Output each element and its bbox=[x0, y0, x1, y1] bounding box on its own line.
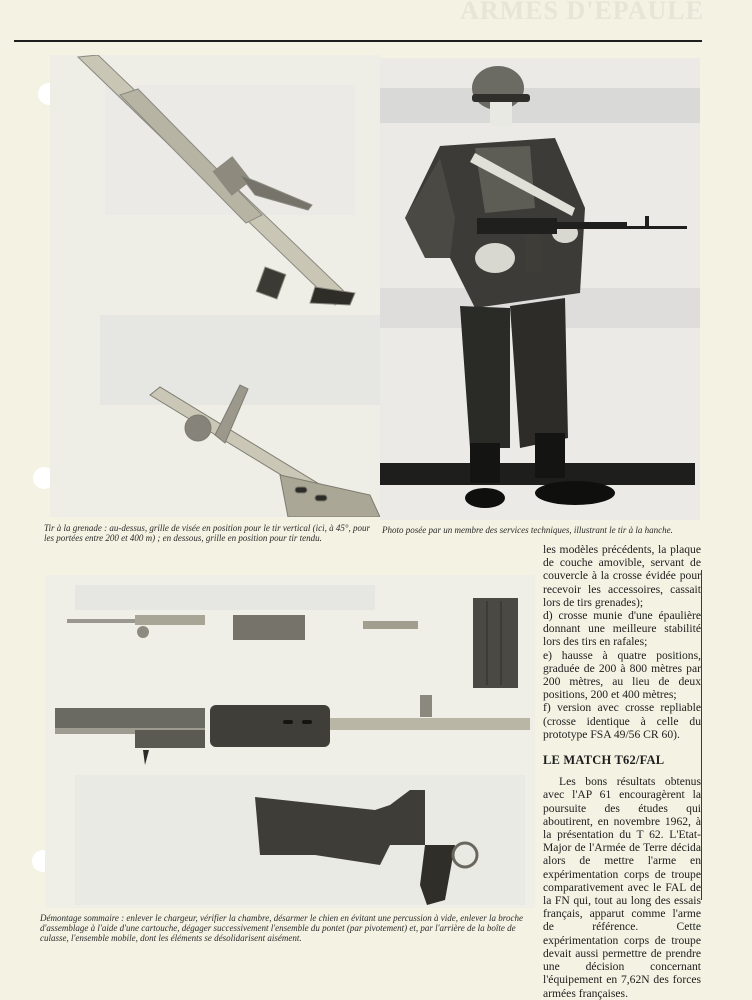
photo-grenade-sight bbox=[50, 55, 380, 517]
magazine-part bbox=[473, 598, 518, 688]
bolt-carrier-part bbox=[233, 615, 305, 640]
caption-grenade: Tir à la grenade : au-dessus, grille de visée en position pour le tir vertical (ici, à 45°, pour les portées entre 200 et 400 m) ; en dessous, grille en position pour tir tendu. bbox=[44, 523, 370, 543]
photo-disassembly bbox=[45, 575, 535, 908]
disassembly-illustration bbox=[45, 575, 535, 908]
caption-soldier: Photo posée par un membre des services techniques, illustrant le tir à la hanche. bbox=[382, 525, 673, 535]
list-item: d) crosse munie d'une épaulière donnant une meilleure stabilité lors des tirs en rafales; bbox=[543, 609, 701, 649]
caption-disassembly: Démontage sommaire : enlever le chargeur, vérifier la chambre, désarmer le chien en évitant une percussion à vide, enlever la broche d'assemblage à l'aide d'une cartouche, dégager successivement l'ensemble du pontet (par pivotement) et, par l'arrière de la boîte de culasse, l'ensemble mobile, dont les éléments se désolidarisent aisément. bbox=[40, 913, 523, 943]
grenade-sight-illustration bbox=[50, 55, 380, 517]
article-continuation: les modèles précédents, la plaque de couche amovible, servant de couvercle à la crosse évidée pour recevoir les accessoires, cassait lors de tirs grenades); bbox=[543, 543, 701, 609]
bolt-part bbox=[363, 621, 418, 629]
list-item: e) hausse à quatre positions, graduée de 200 à 800 mètres par 200 mètres, au lieu de deux positions, 200 et 400 mètres; bbox=[543, 648, 701, 702]
header-rule bbox=[14, 40, 702, 42]
running-head: ARMES D'EPAULE bbox=[460, 0, 704, 25]
soldier-illustration bbox=[380, 58, 700, 520]
section-body: Les bons résultats obtenus avec l'AP 61 encouragèrent la poursuite des études qui aboutirent, en novembre 1962, à la présentation du T 62. L'Etat-Major de l'Armée de Terre décida alors de mettre l'arme en expérimentation corps de troupe comparativement avec le FAL de la FN qui, tout au long des essais français, apparut comme l'arme de référence. Cette expérimentation corps de troupe devait aussi permettre de prendre une décision concernant l'équipement en 7,62N des forces armées françaises. bbox=[543, 775, 701, 1000]
article-column bbox=[543, 543, 701, 1000]
column-rule bbox=[701, 570, 702, 900]
list-item: f) version avec crosse repliable (crosse identique à celle du prototype FSA 49/56 CR 60). bbox=[543, 701, 701, 741]
photo-soldier bbox=[380, 58, 700, 520]
section-title: LE MATCH T62/FAL bbox=[543, 753, 665, 768]
